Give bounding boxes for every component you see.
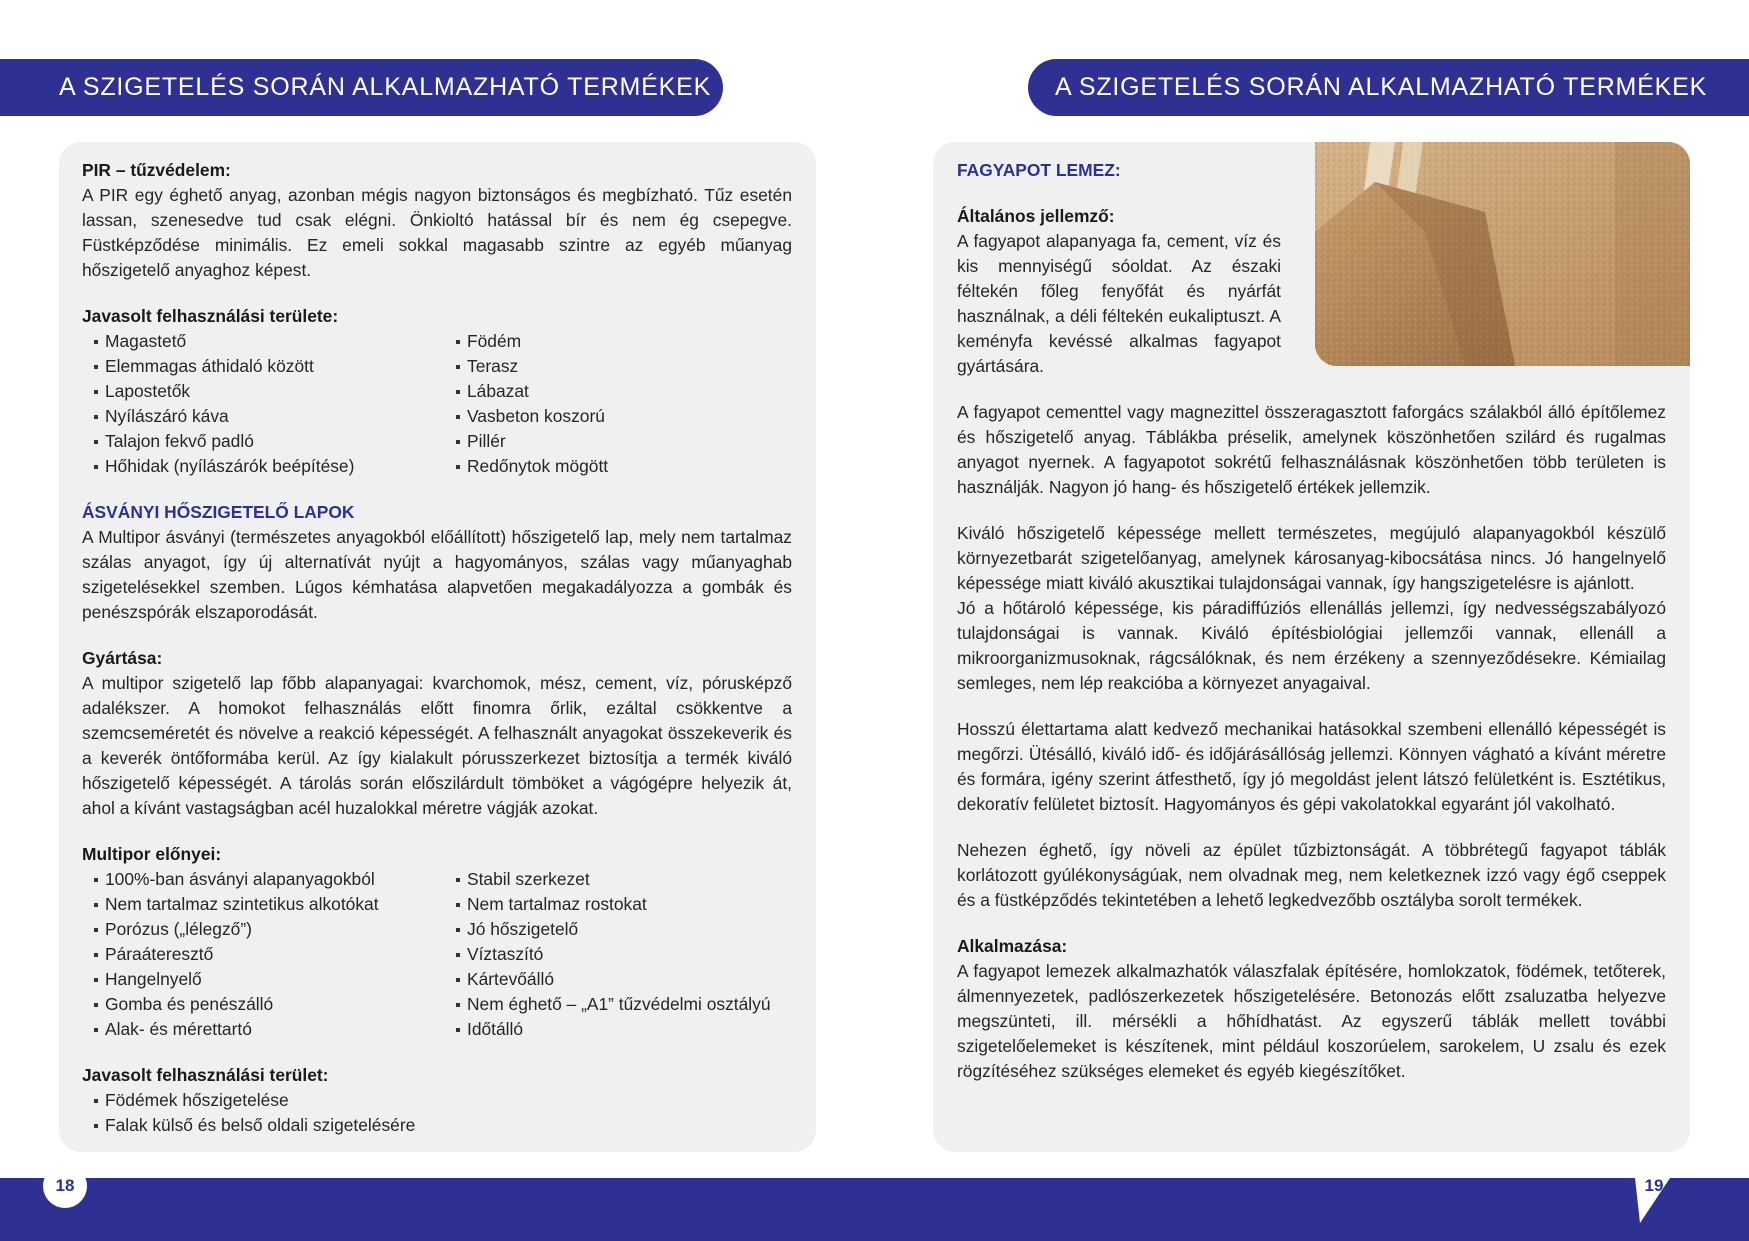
footer-band	[0, 1178, 1749, 1241]
wood-wool-board-photo	[1315, 142, 1690, 366]
area-list	[82, 1088, 792, 1138]
list-item: Hangelnyelő	[82, 967, 444, 992]
list-item: Nyílászáró káva	[82, 404, 444, 429]
pir-text: A PIR egy éghető anyag, azonban mégis nagyon biztonságos és megbízható. Tűz esetén lassan, szenesedve tud csak elégni. Önkioltó hatással bír és nem ég csepegve. Füstképződése minimális. Ez emeli sokkal magasabb szintre az egyéb műanyag hőszigetelő anyaghoz képest.	[82, 185, 792, 280]
application-title: Alkalmazása:	[957, 936, 1068, 956]
left-page-header	[0, 59, 723, 116]
list-item: Födémek hőszigetelése	[82, 1088, 792, 1113]
list-item: Gomba és penészálló	[82, 992, 444, 1017]
list-item: Födém	[444, 329, 784, 354]
advantages-list	[82, 867, 792, 1042]
production-title: Gyártása:	[82, 648, 163, 668]
intro-column	[957, 158, 1281, 379]
list-item: Lábazat	[444, 379, 784, 404]
list-item: Falak külső és belső oldali szigetelésére	[82, 1113, 792, 1138]
mineral-text: A Multipor ásványi (természetes anyagokból előállított) hőszigetelő lap, mely nem tartalmaz szálas anyagot, így új alternatívát nyújt a hagyományos, szálas vagy műanyaghab szigetelésekkel szemben. Lúgos kémhatása alapvetően megakadályozza a gombák és penészspórák elszaporodását.	[82, 527, 792, 622]
list-item: Időtálló	[444, 1017, 784, 1042]
right-page-header	[1028, 59, 1749, 116]
product-title: FAGYAPOT LEMEZ:	[957, 160, 1121, 180]
list-item: Vasbeton koszorú	[444, 404, 784, 429]
left-content	[82, 158, 792, 1138]
list-item: Nem éghető – „A1” tűzvédelmi osztályú	[444, 992, 784, 1017]
general-title: Általános jellemző:	[957, 206, 1115, 226]
usage-title: Javasolt felhasználási területe:	[82, 306, 339, 326]
list-item: Alak- és mérettartó	[82, 1017, 444, 1042]
list-item: Pillér	[444, 429, 784, 454]
list-item: Hőhidak (nyílászárók beépítése)	[82, 454, 444, 479]
production-text: A multipor szigetelő lap főbb alapanyagai: kvarchomok, mész, cement, víz, pórusképző adalékszer. A homokot felhasználás előtt finomra őrlik, ezáltal csökkentve a szemcseméretét és növelve a reakció képességét. A felhasznált anyagokat összekeverik és a keverék öntőformába kerül. Az így kialakult pórusszerkezet biztosítja a termék kiváló hőszigetelő képességét. A tárolás során előszilárdult tömböket a vágógépre helyezik át, ahol a kívánt vastagságban acél huzalokkal méretre vágják azokat.	[82, 673, 792, 818]
list-item: Víztaszító	[444, 942, 784, 967]
usage-list	[82, 329, 792, 479]
paragraph-5: Nehezen éghető, így növeli az épület tűzbiztonságát. A többrétegű fagyapot táblák korlátozott gyúlékonyságúak, nem olvadnak meg, nem keletkeznek izzó vagy égő cseppek és a füstképződés tekintetében a lehető legkedvezőbb osztályba sorolt termékek.	[957, 840, 1666, 910]
list-item: Páraáteresztő	[82, 942, 444, 967]
paragraph-2: Kiváló hőszigetelő képessége mellett természetes, megújuló alapanyagokból készülő környezetbarát szigetelőanyag, amelynek károsanyag-kibocsátása nincs. Jó hangelnyelő képessége miatt kiváló akusztikai tulajdonságai vannak, így hangszigetelésre is ajánlott.	[957, 523, 1666, 593]
list-item: Talajon fekvő padló	[82, 429, 444, 454]
left-content-panel	[59, 142, 816, 1152]
paragraph-3: Jó a hőtároló képessége, kis páradiffúziós ellenállás jellemzi, így nedvességszabályozó tulajdonságai is vannak. Kiváló építésbiológiai jellemzői vannak, ellenáll a mikroorganizmusoknak, rágcsálóknak, és nem érzékeny a szennyeződésekre. Kémiailag semleges, nem lép reakcióba a környezet anyagaival.	[957, 598, 1666, 693]
general-text: A fagyapot alapanyaga fa, cement, víz és kis mennyiségű sóoldat. Az északi féltekén főleg fenyőfát és nyárfát használnak, a déli féltekén eukaliptuszt. A keményfa kevéssé alkalmas fagyapot gyártására.	[957, 231, 1281, 376]
advantages-title: Multipor előnyei:	[82, 844, 222, 864]
left-header-text: A SZIGETELÉS SORÁN ALKALMAZHATÓ TERMÉKEK	[59, 73, 712, 101]
list-item: Redőnytok mögött	[444, 454, 784, 479]
area-title: Javasolt felhasználási terület:	[82, 1065, 329, 1085]
list-item: Lapostetők	[82, 379, 444, 404]
list-item: Nem tartalmaz szintetikus alkotókat	[82, 892, 444, 917]
paragraph-4: Hosszú élettartama alatt kedvező mechanikai hatásokkal szembeni ellenálló képességét is megőrzi. Ütésálló, kiváló idő- és időjárásállóság jellemzi. Könnyen vágható a kívánt méretre és formára, igény szerint átfesthető, így jó megoldást jelent látszó felületként is. Esztétikus, dekoratív felületet biztosít. Hagyományos és gépi vakolatokkal egyaránt jól vakolható.	[957, 719, 1666, 814]
right-header-text: A SZIGETELÉS SORÁN ALKALMAZHATÓ TERMÉKEK	[1055, 73, 1708, 101]
list-item: 100%-ban ásványi alapanyagokból	[82, 867, 444, 892]
list-item: Jó hőszigetelő	[444, 917, 784, 942]
page-number-left: 18	[43, 1164, 87, 1208]
list-item: Porózus („lélegző”)	[82, 917, 444, 942]
list-item: Magastető	[82, 329, 444, 354]
application-text: A fagyapot lemezek alkalmazhatók válaszfalak építésére, homlokzatok, födémek, tetőterek, álmennyezetek, padlószerkezetek hőszigetelésére. Betonozás előtt zsaluzatba helyezve megszünteti, ill. mérsékli a hőhídhatást. Az egyszerű táblák mellett további szigetelőelemeket is készítenek, mint például koszorúelem, sarokelem, U zsalu és ezek rögzítéséhez szükséges elemeket és egyéb kiegészítőket.	[957, 961, 1666, 1081]
list-item: Stabil szerkezet	[444, 867, 784, 892]
list-item: Nem tartalmaz rostokat	[444, 892, 784, 917]
mineral-title: ÁSVÁNYI HŐSZIGETELŐ LAPOK	[82, 502, 355, 522]
list-item: Kártevőálló	[444, 967, 784, 992]
pir-title: PIR – tűzvédelem:	[82, 160, 231, 180]
paragraph-1: A fagyapot cementtel vagy magnezittel összeragasztott faforgács szálakból álló építőlemez és hőszigetelő anyag. Táblákba préselik, amelynek köszönhetően szilárd és rugalmas anyagot nyernek. A fagyapotot sokrétű felhasználásnak köszönhetően több területen is használják. Nagyon jó hang- és hőszigetelő értékek jellemzik.	[957, 402, 1666, 497]
list-item: Terasz	[444, 354, 784, 379]
page-number-right: 19	[1644, 1176, 1664, 1195]
list-item: Elemmagas áthidaló között	[82, 354, 444, 379]
